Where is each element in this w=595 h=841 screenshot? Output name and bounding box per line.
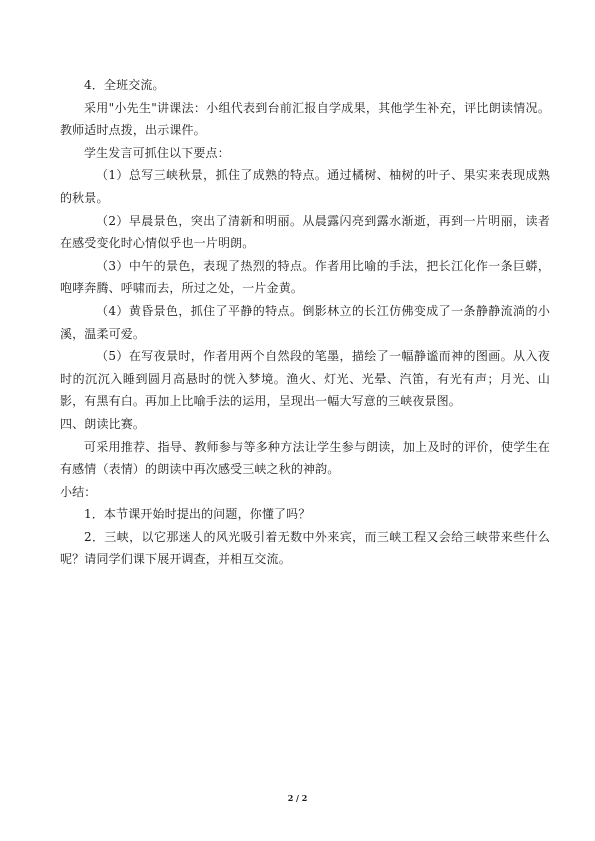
key-point-1: （1）总写三峡秋景，抓住了成熟的特点。通过橘树、柚树的叶子、果实来表现成熟的秋景。 — [60, 168, 550, 205]
key-point-5: （5）在写夜景时，作者用两个自然段的笔墨，描绘了一幅静谧而神的图画。从入夜时的沉沉入睡到圆月高悬时的恍入梦境。渔火、灯光、光晕、汽笛，有光有声；月光、山影，有黑有白。再加上比喻手法的运用，呈现出一幅大写意的三峡夜景图。 — [60, 349, 550, 409]
page-number: 2 / 2 — [287, 793, 308, 803]
key-point-4: （4）黄昏景色，抓住了平静的特点。倒影林立的长江仿佛变成了一条静静流淌的小溪，温柔可爱。 — [60, 303, 550, 341]
paragraph-key-points-intro: 学生发言可抓住以下要点： — [84, 145, 230, 160]
summary-item-2: 2．三峡，以它那迷人的风光吸引着无数中外来宾，而三峡工程又会给三峡带来些什么呢？请同学们课下展开调查，并相互交流。 — [60, 529, 550, 567]
section-heading-reading-contest: 四、朗读比赛。 — [60, 416, 146, 431]
document-body — [60, 74, 550, 571]
step-heading-class-exchange: 4．全班交流。 — [84, 78, 165, 92]
paragraph-reading-contest: 可采用推荐、指导、教师参与等多种方法让学生参与朗读，加上及时的评价，使学生在有感情（表情）的朗读中再次感受三峡之秋的神韵。 — [60, 439, 550, 477]
key-point-3: （3）中午的景色，表现了热烈的特点。作者用比喻的手法，把长江化作一条巨蟒，咆哮奔腾、呼啸而去，所过之处，一片金黄。 — [60, 258, 550, 296]
key-point-2: （2）早晨景色，突出了清新和明丽。从晨露闪亮到露水渐逝，再到一片明丽，读者在感受变化时心情似乎也一片明朗。 — [60, 213, 550, 251]
summary-heading: 小结： — [60, 484, 97, 499]
summary-item-1: 1．本节课开始时提出的问题，你懂了吗？ — [84, 507, 311, 522]
paragraph-teaching-method: 采用"小先生"讲课法：小组代表到台前汇报自学成果，其他学生补充，评比朗读情况。教师适时点拨，出示课件。 — [60, 100, 550, 138]
